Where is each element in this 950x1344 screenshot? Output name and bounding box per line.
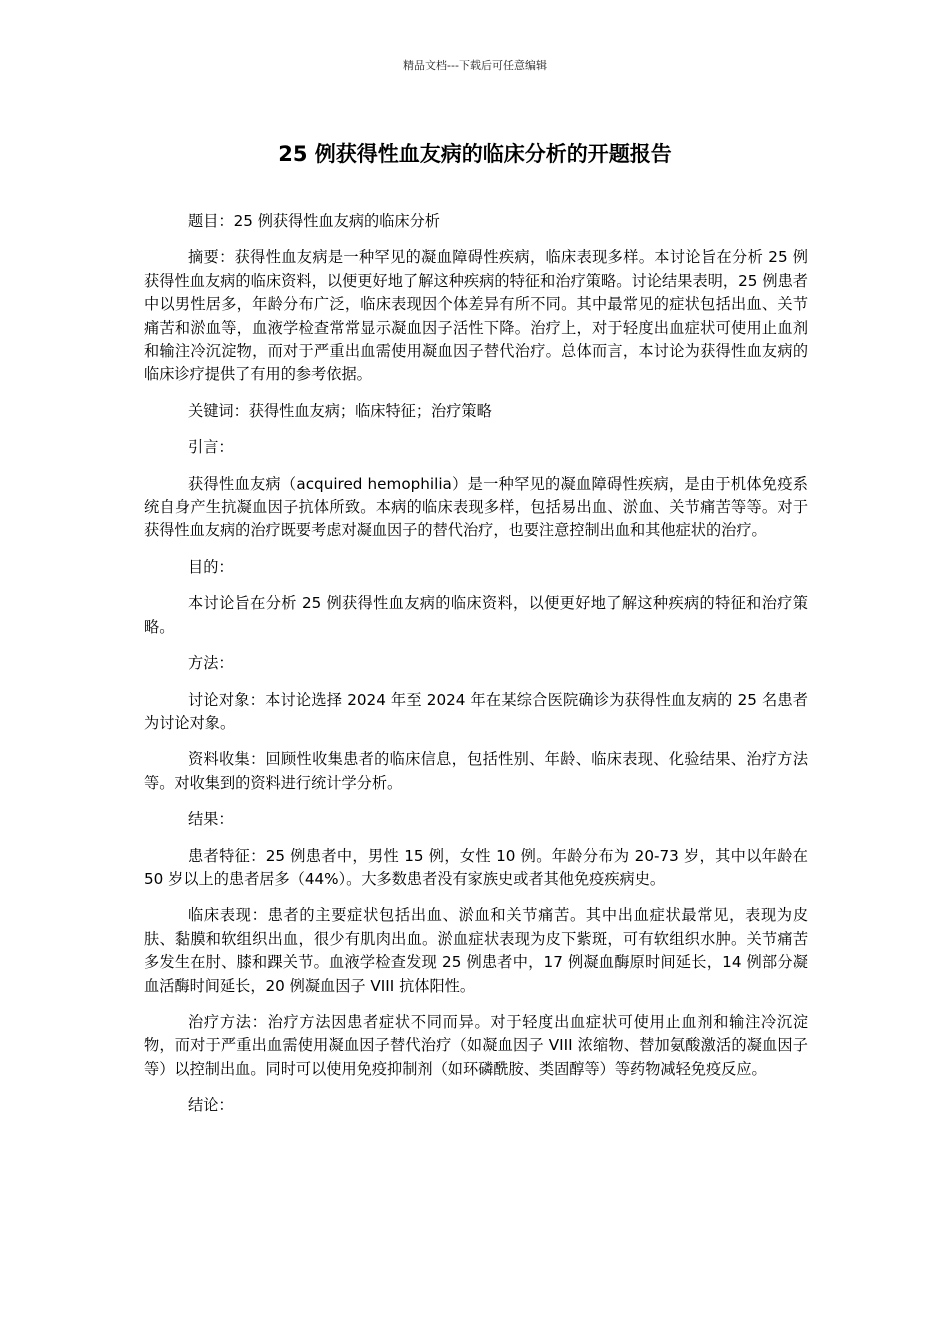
document-title: 25 例获得性血友病的临床分析的开题报告 [278,142,672,166]
data-collection-paragraph: 资料收集：回顾性收集患者的临床信息，包括性别、年龄、临床表现、化验结果、治疗方法等。对收集到的资料进行统计学分析。 [144,750,808,792]
document-body [144,210,808,1131]
topic-paragraph: 题目：25 例获得性血友病的临床分析 [188,212,440,230]
treatment-paragraph: 治疗方法：治疗方法因患者症状不同而异。对于轻度出血症状可使用止血剂和输注冷沉淀物，而对于严重出血需使用凝血因子替代治疗（如凝血因子 VIII 浓缩物、替加氨酸激活的凝血因子等）以控制出血。同时可以使用免疫抑制剂（如环磷酰胺、类固醇等）等药物减轻免疫反应。 [144,1012,808,1078]
conclusion-heading: 结论： [188,1096,234,1115]
patient-characteristics-paragraph: 患者特征：25 例患者中，男性 15 例，女性 10 例。年龄分布为 20-73 岁，其中以年龄在 50 岁以上的患者居多（44%）。大多数患者没有家族史或者其他免疫疾病史。 [144,846,808,888]
purpose-heading: 目的： [188,557,234,576]
introduction-heading: 引言： [188,438,234,457]
methods-heading: 方法： [188,654,234,673]
purpose-paragraph: 本讨论旨在分析 25 例获得性血友病的临床资料，以便更好地了解这种疾病的特征和治疗策略。 [144,594,808,636]
introduction-paragraph: 获得性血友病（acquired hemophilia）是一种罕见的凝血障碍性疾病，是由于机体免疫系统自身产生抗凝血因子抗体所致。本病的临床表现多样，包括易出血、淤血、关节痛苦等等。对于获得性血友病的治疗既要考虑对凝血因子的替代治疗，也要注意控制出血和其他症状的治疗。 [144,474,808,540]
clinical-manifestations-paragraph: 临床表现：患者的主要症状包括出血、淤血和关节痛苦。其中出血症状最常见，表现为皮肤、黏膜和软组织出血，很少有肌肉出血。淤血症状表现为皮下紫斑，可有软组织水肿。关节痛苦多发生在肘、膝和踝关节。血液学检查发现 25 例患者中，17 例凝血酶原时间延长，14 例部分凝血活酶时间延长，20 例凝血因子 VIII 抗体阳性。 [144,906,808,995]
abstract-paragraph: 摘要：获得性血友病是一种罕见的凝血障碍性疾病，临床表现多样。本讨论旨在分析 25 例获得性血友病的临床资料，以便更好地了解这种疾病的特征和治疗策略。讨论结果表明，25 例患者中以男性居多，年龄分布广泛，临床表现因个体差异有所不同。其中最常见的症状包括出血、关节痛苦和淤血等，血液学检查常常显示凝血因子活性下降。治疗上，对于轻度出血症状可使用止血剂和输注冷沉淀物，而对于严重出血需使用凝血因子替代治疗。总体而言，本讨论为获得性血友病的临床诊疗提供了有用的参考依据。 [144,248,808,384]
header-note: 精品文档---下载后可任意编辑 [403,59,547,72]
keywords-paragraph: 关键词：获得性血友病；临床特征；治疗策略 [188,401,492,420]
subjects-paragraph: 讨论对象：本讨论选择 2024 年至 2024 年在某综合医院确诊为获得性血友病的 25 名患者为讨论对象。 [144,690,808,732]
results-heading: 结果： [188,810,234,829]
